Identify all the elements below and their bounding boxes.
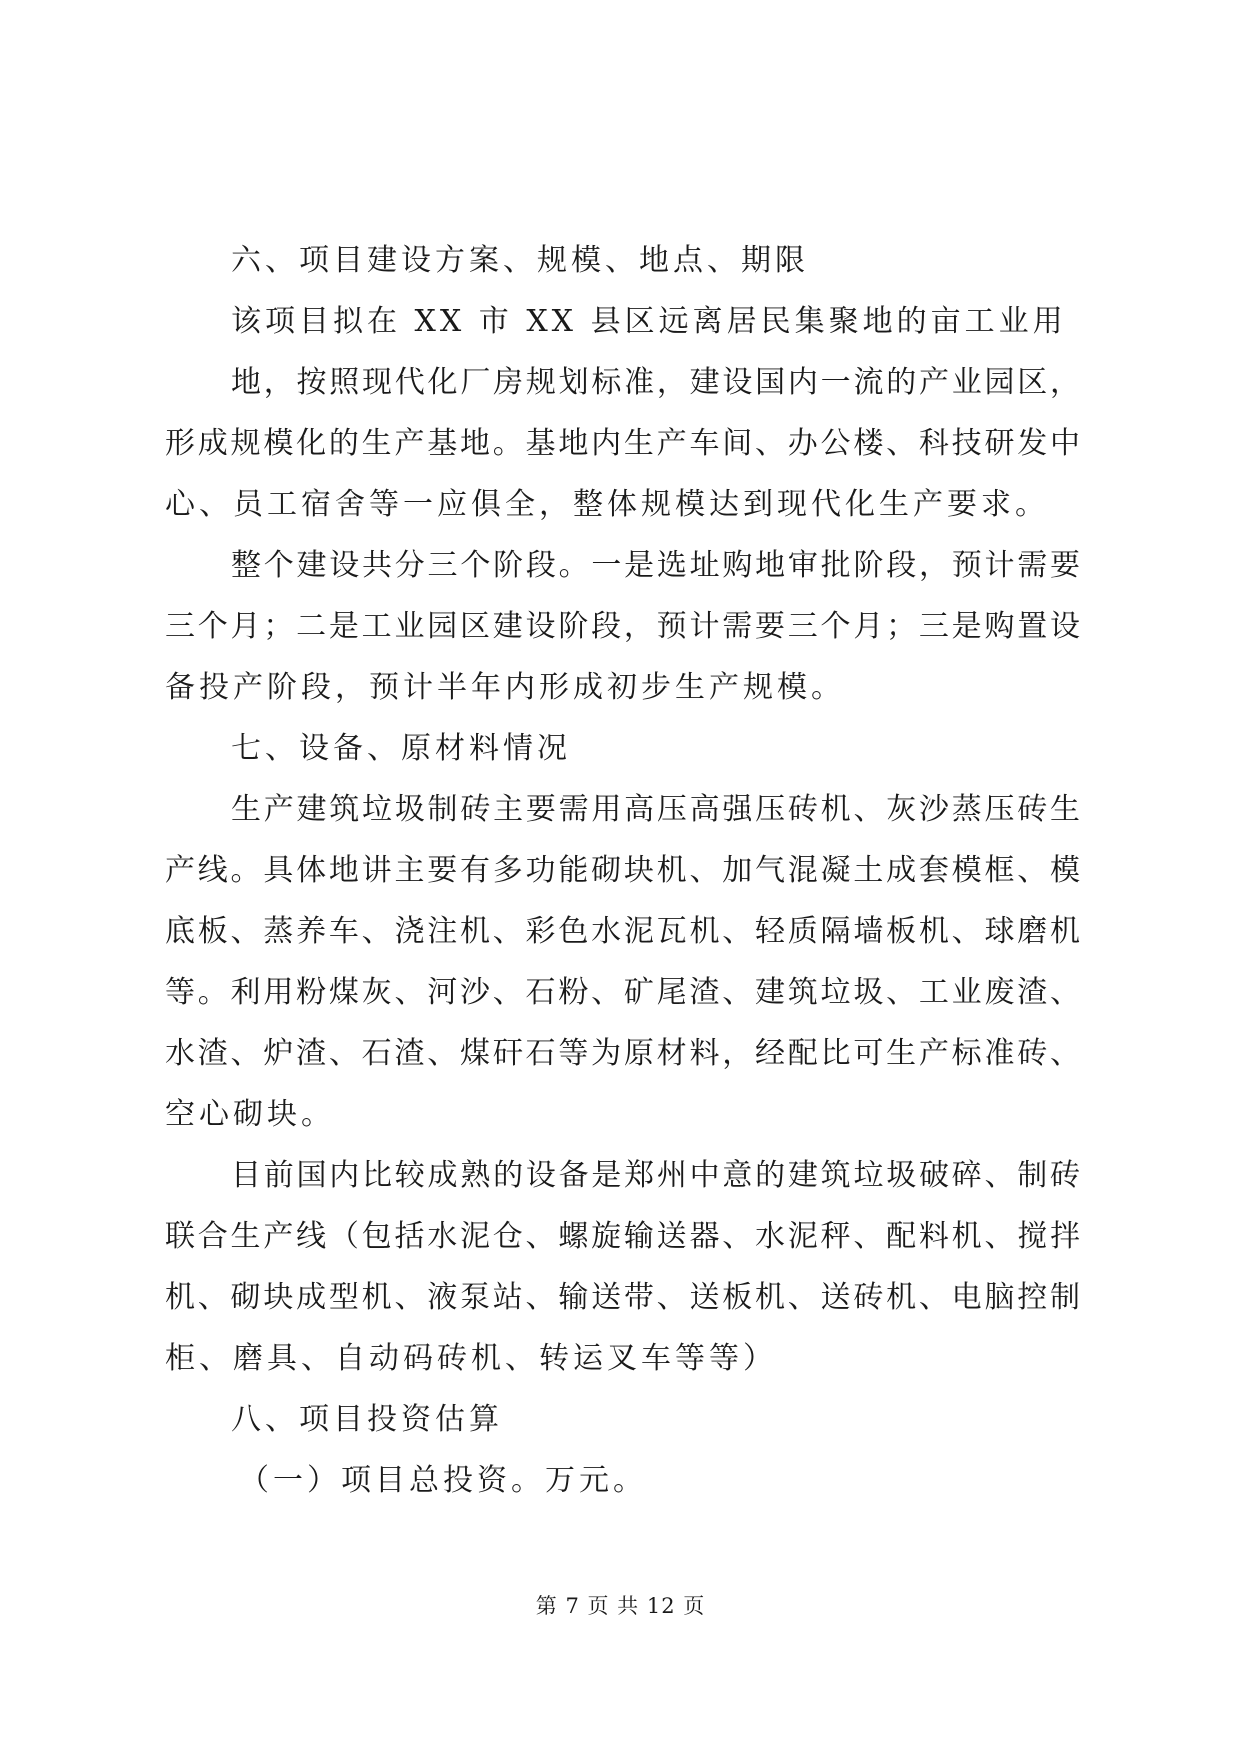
- text-line: 心、员工宿舍等一应俱全，整体规模达到现代化生产要求。: [165, 487, 1049, 522]
- text-line: 水渣、炉渣、石渣、煤矸石等为原材料，经配比可生产标准砖、: [165, 1036, 1080, 1071]
- text-line: 八、项目投资估算: [231, 1402, 503, 1437]
- text-line: 柜、磨具、自动码砖机、转运叉车等等）: [165, 1341, 777, 1376]
- text-line: 生产建筑垃圾制砖主要需用高压高强压砖机、灰沙蒸压砖生: [231, 792, 1080, 827]
- text-line: 整个建设共分三个阶段。一是选址购地审批阶段，预计需要: [231, 548, 1080, 583]
- text-line: 备投产阶段，预计半年内形成初步生产规模。: [165, 670, 845, 705]
- document-body: [165, 230, 1080, 1511]
- text-line: 七、设备、原材料情况: [231, 731, 571, 766]
- text-line: 六、项目建设方案、规模、地点、期限: [231, 243, 809, 278]
- text-line: 等。利用粉煤灰、河沙、石粉、矿尾渣、建筑垃圾、工业废渣、: [165, 975, 1080, 1010]
- page-footer: [0, 1590, 1241, 1620]
- page-number-label: 第 7 页 共 12 页: [535, 1594, 706, 1618]
- text-line: 底板、蒸养车、浇注机、彩色水泥瓦机、轻质隔墙板机、球磨机: [165, 914, 1080, 949]
- text-line: 机、砌块成型机、液泵站、输送带、送板机、送砖机、电脑控制: [165, 1280, 1080, 1315]
- text-line: 三个月；二是工业园区建设阶段，预计需要三个月；三是购置设: [165, 609, 1080, 644]
- text-line: 地，按照现代化厂房规划标准，建设国内一流的产业园区，: [231, 365, 1080, 400]
- text-line: 目前国内比较成熟的设备是郑州中意的建筑垃圾破碎、制砖: [231, 1158, 1080, 1193]
- text-line: 空心砌块。: [165, 1097, 335, 1132]
- text-line: 联合生产线（包括水泥仓、螺旋输送器、水泥秤、配料机、搅拌: [165, 1219, 1080, 1254]
- text-line: 产线。具体地讲主要有多功能砌块机、加气混凝土成套模框、模: [165, 853, 1080, 888]
- text-line: 该项目拟在 XX 市 XX 县区远离居民集聚地的亩工业用: [231, 304, 1067, 339]
- text-line: （一）项目总投资。万元。: [239, 1463, 647, 1498]
- text-line: 形成规模化的生产基地。基地内生产车间、办公楼、科技研发中: [165, 426, 1080, 461]
